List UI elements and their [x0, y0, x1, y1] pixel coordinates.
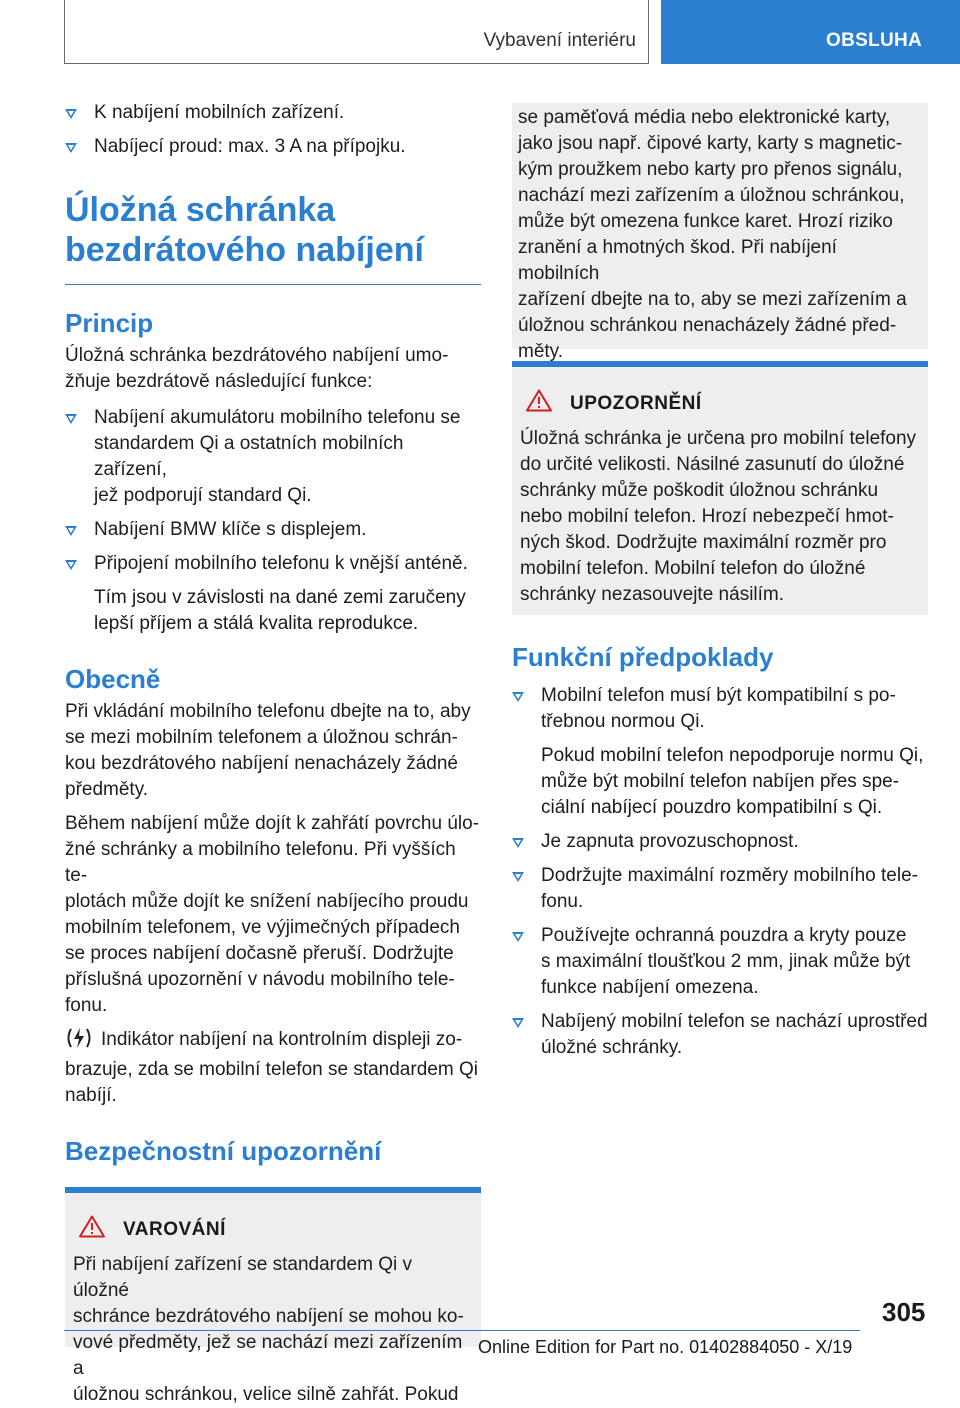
triangle-bullet-icon	[512, 1018, 524, 1028]
caution-box	[512, 361, 928, 615]
warning-text: se paměťová média nebo elektronické karty, jako jsou např. čipové karty, karty s magnetic- kým proužkem nebo karty pro přenos signálu, nachází mezi zařízením a úložnou schránkou, může být omezena funkce karet. Hrozí riziko zranění a hmotných škod. Při nabíjení mobilních zařízení dbejte na to, aby se mezi zařízením a úložnou schránkou nenacházely žádné před- měty.	[518, 107, 907, 362]
list-item: Dodržujte maximální rozměry mobilního tele- fonu.	[512, 863, 928, 915]
header-chapter-title: OBSLUHA	[826, 30, 923, 51]
warning-header	[73, 1215, 471, 1244]
triangle-bullet-icon	[65, 526, 77, 536]
warning-title: VAROVÁNÍ	[123, 1218, 226, 1240]
paragraph: Indikátor nabíjení na kontrolním displeji zo- brazuje, zda se mobilní telefon se standardem Qi nabíjí.	[65, 1029, 478, 1106]
triangle-bullet-icon	[512, 692, 524, 702]
list-item-continuation: Pokud mobilní telefon nepodporuje normu Qi, může být mobilní telefon nabíjen přes spe- ciální nabíjecí pouzdro kompatibilní s Qi.	[541, 745, 924, 818]
warning-box-continuation	[512, 103, 928, 362]
footer-rule	[64, 1330, 860, 1331]
triangle-bullet-icon	[65, 414, 77, 424]
warning-triangle-icon	[520, 389, 570, 418]
page-number: 305	[882, 1297, 926, 1327]
warning-box	[65, 1187, 481, 1405]
paragraph: Úložná schránka bezdrátového nabíjení umo- žňuje bezdrátově následující funkce:	[65, 345, 449, 392]
paragraph: Během nabíjení může dojít k zahřátí povrchu úlo- žné schránky a mobilního telefonu. Při vyšších te- plotách může dojít ke snížení nabíjecího proudu mobilním telefonem, ve výjimečných případech se proces nabíjení dočasně přeruší. Dodržujte příslušná upozornění v návodu mobilního tele- fonu.	[65, 813, 480, 1016]
list-item: Nabíjený mobilní telefon se nachází uprostřed úložné schránky.	[512, 1009, 928, 1061]
list-item: Používejte ochranná pouzdra a kryty pouze s maximální tloušťkou 2 mm, jinak může být funkce nabíjení omezena.	[512, 923, 928, 1001]
right-column	[512, 103, 928, 1069]
list-item: Nabíjení akumulátoru mobilního telefonu se standardem Qi a ostatních mobilních zařízení, jež podporují standard Qi.	[65, 405, 481, 509]
list-item-continuation: Tím jsou v závislosti na dané zemi zaručeny lepší příjem a stálá kvalita reprodukce.	[94, 587, 466, 634]
list-item: K nabíjení mobilních zařízení.	[65, 100, 481, 126]
caution-title: UPOZORNĚNÍ	[570, 392, 702, 414]
triangle-bullet-icon	[512, 932, 524, 942]
triangle-bullet-icon	[512, 872, 524, 882]
list-item: Mobilní telefon musí být kompatibilní s po- třebnou normou Qi.	[512, 683, 928, 735]
header-section-title: Vybavení interiéru	[483, 30, 636, 51]
paragraph: Při vkládání mobilního telefonu dbejte na to, aby se mezi mobilním telefonem a úložnou schrán- kou bezdrátového nabíjení nenacházely žádné předměty.	[65, 701, 471, 800]
warning-triangle-icon	[73, 1215, 123, 1244]
caution-text: Úložná schránka je určena pro mobilní telefony do určité velikosti. Násilné zasunutí do úložné schránky může poškodit úložnou schránku nebo mobilní telefon. Hrozí nebezpečí hmot- ných škod. Dodržujte maximální rozměr pro mobilní telefon. Mobilní telefon do úložné schránky nezasouvejte násilím.	[520, 428, 917, 605]
left-column	[65, 100, 481, 1405]
heading-bezpecnost: Bezpečnostní upozornění	[65, 1136, 382, 1166]
list-item: Je zapnuta provozuschopnost.	[512, 829, 928, 855]
section-title-rule	[65, 284, 481, 285]
list-item: Připojení mobilního telefonu k vnější anténě.	[65, 551, 481, 577]
heading-princip: Princip	[65, 308, 154, 338]
list-item: Nabíjení BMW klíče s displejem.	[65, 517, 481, 543]
triangle-bullet-icon	[65, 143, 77, 153]
triangle-bullet-icon	[65, 109, 77, 119]
wireless-charging-indicator-icon	[65, 1027, 93, 1057]
footer-edition: Online Edition for Part no. 01402884050 - X/19	[478, 1337, 853, 1357]
heading-obecne: Obecně	[65, 664, 161, 694]
header-section-box	[64, 0, 649, 64]
triangle-bullet-icon	[512, 838, 524, 848]
section-title: Úložná schránka bezdrátového nabíjení	[65, 191, 424, 269]
heading-funkcni: Funkční předpoklady	[512, 642, 774, 672]
list-item: Nabíjecí proud: max. 3 A na přípojku.	[65, 134, 481, 160]
caution-header	[520, 389, 918, 418]
warning-text: Při nabíjení zařízení se standardem Qi v úložné schránce bezdrátového nabíjení se mohou ko- vové předměty, jež se nachází mezi zařízením a úložnou schránkou, velice silně zahřát. Pokud	[73, 1254, 464, 1405]
triangle-bullet-icon	[65, 560, 77, 570]
